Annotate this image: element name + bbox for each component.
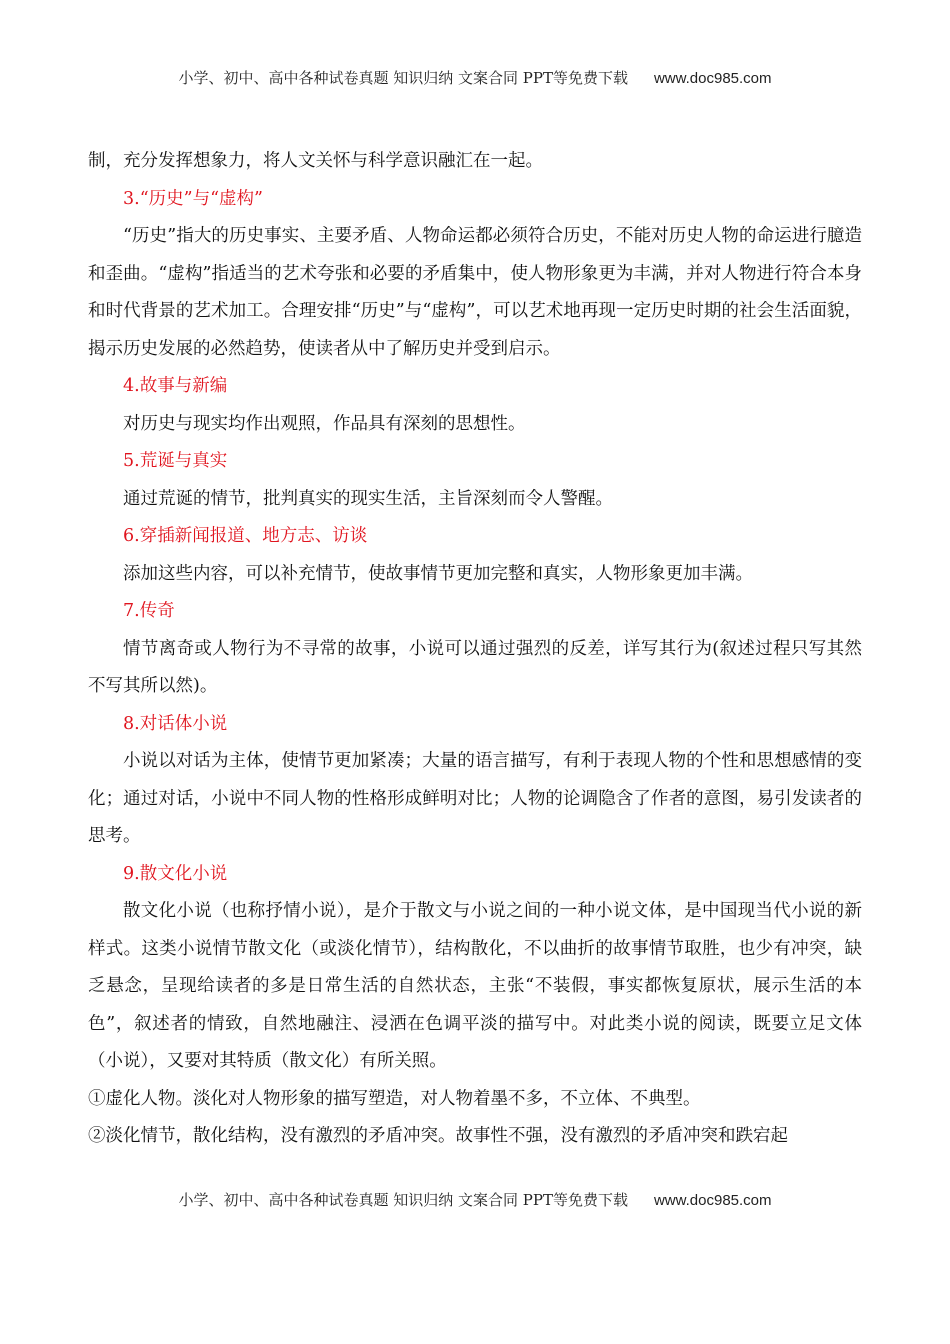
section-9-item-2: ②淡化情节，散化结构，没有激烈的矛盾冲突。故事性不强，没有激烈的矛盾冲突和跌宕起 [88,1126,788,1146]
footer-site-link[interactable]: www.doc985.com [653,1192,772,1209]
document-body [88,143,862,1156]
section-4-body: 对历史与现实均作出观照，作品具有深刻的思想性。 [123,413,526,434]
header-text: 小学、初中、高中各种试卷真题 知识归纳 文案合同 PPT等免费下载 [178,69,628,87]
section-9-body: 散文化小说（也称抒情小说），是介于散文与小说之间的一种小说文体，是中国现当代小说的新样式。这类小说情节散文化（或淡化情节），结构散化，不以曲折的故事情节取胜，也少有冲突，缺乏悬念，呈现给读者的多是日常生活的自然状态，主张“不装假，事实都恢复原状，展示生活的本色”，叙述者的情致，自然地融注、浸洒在色调平淡的描写中。对此类小说的阅读，既要立足文体（小说），又要对其特质（散文化）有所关照。 [88,901,862,1071]
footer-text: 小学、初中、高中各种试卷真题 知识归纳 文案合同 PPT等免费下载 [178,1191,628,1209]
section-6-heading: 6.穿插新闻报道、地方志、访谈 [123,526,368,546]
section-7-body: 情节离奇或人物行为不寻常的故事，小说可以通过强烈的反差，详写其行为(叙述过程只写其然不写其所以然)。 [88,638,862,696]
section-5-body: 通过荒诞的情节，批判真实的现实生活，主旨深刻而令人警醒。 [123,488,613,509]
section-7-heading: 7.传奇 [123,601,175,621]
section-8-body: 小说以对话为主体，使情节更加紧凑；大量的语言描写，有利于表现人物的个性和思想感情的变化；通过对话，小说中不同人物的性格形成鲜明对比；人物的论调隐含了作者的意图，易引发读者的思考。 [88,751,862,846]
section-3-body: “历史”指大的历史事实、主要矛盾、人物命运都必须符合历史，不能对历史人物的命运进行臆造和歪曲。“虚构”指适当的艺术夸张和必要的矛盾集中，使人物形象更为丰满，并对人物进行符合本身和时代背景的艺术加工。合理安排“历史”与“虚构”，可以艺术地再现一定历史时期的社会生活面貌，揭示历史发展的必然趋势，使读者从中了解历史并受到启示。 [88,226,862,359]
section-6-body: 添加这些内容，可以补充情节，使故事情节更加完整和真实，人物形象更加丰满。 [123,563,753,584]
page-header [0,68,950,89]
intro-paragraph: 制，充分发挥想象力，将人文关怀与科学意识融汇在一起。 [88,151,543,171]
section-9-heading: 9.散文化小说 [123,863,228,884]
section-5-heading: 5.荒诞与真实 [123,451,228,471]
section-4-heading: 4.故事与新编 [123,376,228,396]
page-footer [0,1190,950,1211]
section-8-heading: 8.对话体小说 [123,713,228,734]
header-site-link[interactable]: www.doc985.com [653,70,772,87]
section-3-heading: 3.“历史”与“虚构” [123,188,263,209]
section-9-item-1: ①虚化人物。淡化对人物形象的描写塑造，对人物着墨不多，不立体、不典型。 [88,1088,701,1109]
